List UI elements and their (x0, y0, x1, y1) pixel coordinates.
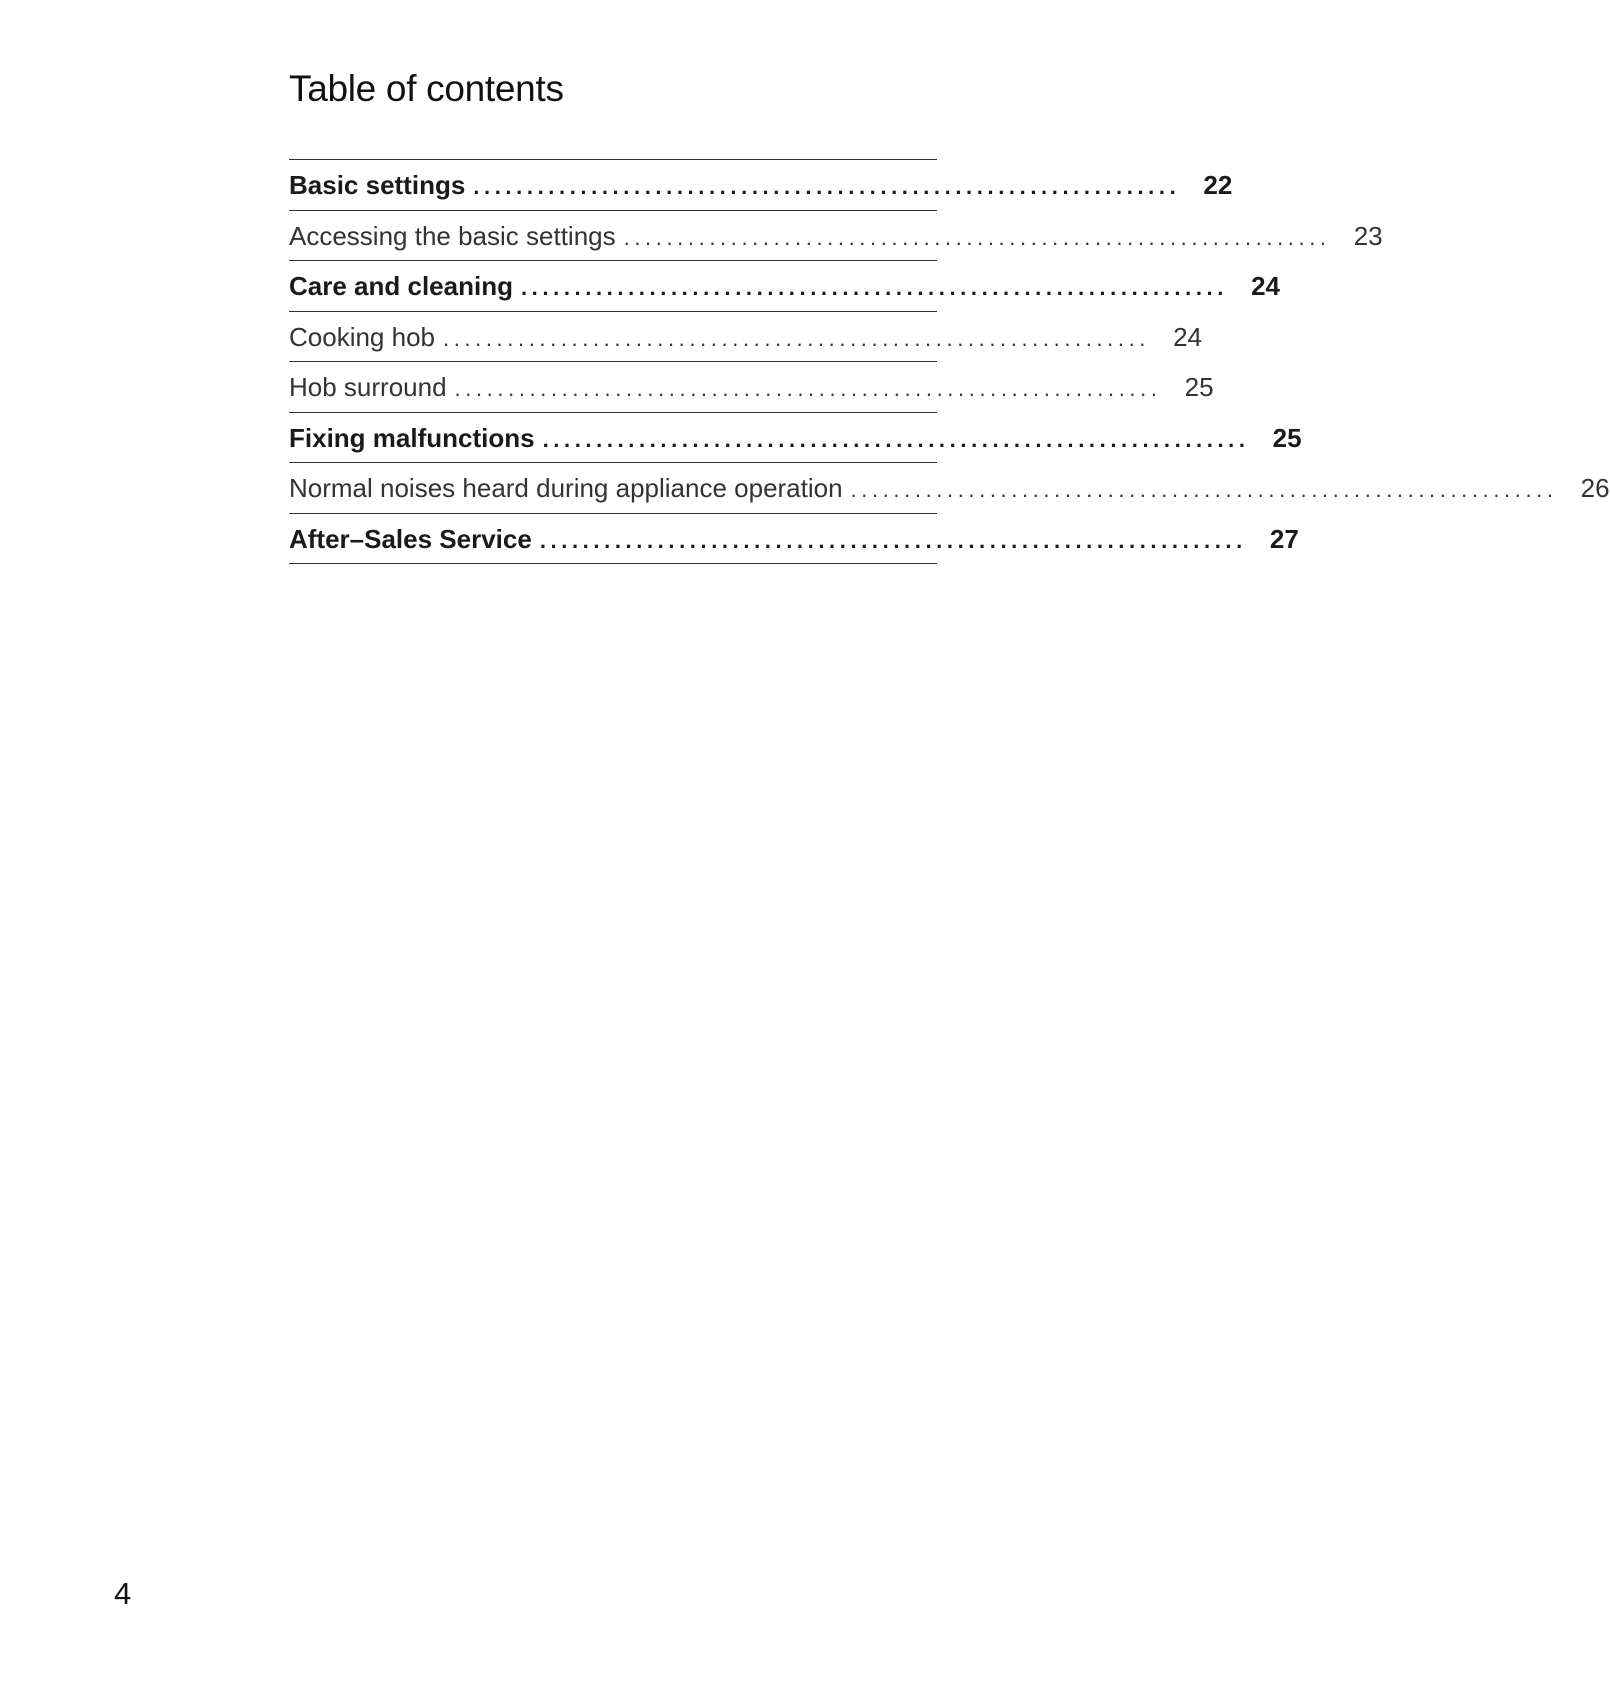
toc-entry-label: Normal noises heard during appliance operation (289, 473, 843, 503)
table-of-contents (289, 159, 1610, 564)
dot-leader: .................................................................. (520, 275, 1228, 300)
dot-leader: .................................................................. (850, 477, 1558, 502)
toc-entry-label: Cooking hob (289, 321, 435, 352)
toc-entry-label: After–Sales Service (289, 523, 532, 554)
toc-entry-label: Accessing the basic settings (289, 220, 616, 251)
dot-leader: .................................................................. (539, 527, 1247, 553)
toc-entry-label: Fixing malfunctions (289, 422, 535, 453)
toc-entry-page: 25 (1272, 422, 1302, 453)
toc-entry-cooking-hob[interactable] (289, 312, 1203, 363)
toc-entry-basic-settings[interactable] (289, 160, 1233, 211)
toc-entry-normal-noises[interactable] (289, 463, 1610, 514)
toc-entry-page: 25 (1184, 372, 1214, 402)
toc-entry-fixing-malfunctions[interactable] (289, 413, 1302, 464)
dot-leader: .................................................................. (443, 325, 1151, 351)
page-number: 4 (114, 1576, 132, 1611)
toc-entry-label: Hob surround (289, 372, 447, 402)
toc-entry-page: 26 (1580, 473, 1610, 503)
toc-entry-page: 27 (1269, 523, 1299, 554)
toc-entry-page: 24 (1173, 321, 1203, 352)
toc-entry-hob-surround[interactable] (289, 362, 1214, 413)
dot-leader: .................................................................. (454, 376, 1162, 401)
toc-entry-label: Care and cleaning (289, 271, 513, 301)
dot-leader: .................................................................. (473, 174, 1181, 199)
dot-leader: .................................................................. (542, 426, 1250, 452)
toc-entry-label: Basic settings (289, 170, 466, 200)
page-title: Table of contents (289, 68, 564, 109)
dot-leader: .................................................................. (623, 224, 1331, 250)
toc-entry-page: 23 (1353, 220, 1383, 251)
toc-entry-after-sales-service[interactable] (289, 514, 1299, 565)
toc-entry-care-and-cleaning[interactable] (289, 261, 1280, 312)
toc-entry-page: 22 (1203, 170, 1233, 200)
toc-entry-page: 24 (1251, 271, 1280, 301)
toc-entry-accessing-basic-settings[interactable] (289, 211, 1383, 262)
